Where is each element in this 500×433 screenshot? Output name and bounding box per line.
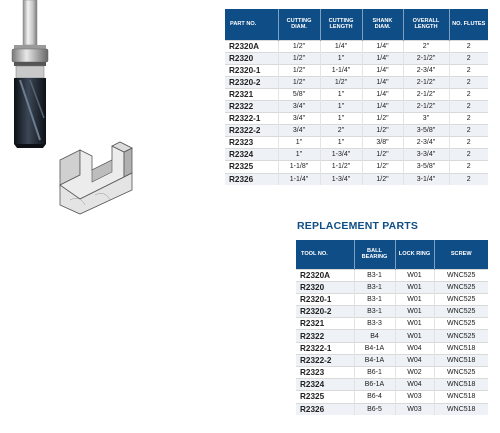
no-flutes-cell: 2 bbox=[449, 125, 488, 137]
header-shank-diam: SHANK DIAM. bbox=[362, 9, 403, 40]
ball-bearing-cell: B6-1 bbox=[354, 367, 395, 379]
replacement-parts-table bbox=[296, 240, 488, 415]
table-row bbox=[225, 64, 488, 76]
cutting-length-cell: 1" bbox=[320, 88, 362, 100]
table-row bbox=[225, 113, 488, 125]
header-no-flutes: NO. FLUTES bbox=[449, 9, 488, 40]
table-row bbox=[225, 52, 488, 64]
lock-ring-cell: W04 bbox=[395, 342, 434, 354]
shank-diam-cell: 1/2" bbox=[362, 113, 403, 125]
cutting-length-cell: 1" bbox=[320, 137, 362, 149]
lock-ring-cell: W01 bbox=[395, 293, 434, 305]
ball-bearing-cell: B6-1A bbox=[354, 379, 395, 391]
tool-no-cell: R2326 bbox=[296, 403, 354, 415]
table-row bbox=[225, 88, 488, 100]
lock-ring-cell: W01 bbox=[395, 281, 434, 293]
cutting-length-cell: 1-1/4" bbox=[320, 64, 362, 76]
shank-diam-cell: 1/4" bbox=[362, 100, 403, 112]
shank-diam-cell: 1/2" bbox=[362, 149, 403, 161]
header-lock-ring: LOCK RING bbox=[395, 240, 434, 269]
lock-ring-cell: W04 bbox=[395, 354, 434, 366]
ball-bearing-cell: B4 bbox=[354, 330, 395, 342]
cutting-diam-cell: 3/4" bbox=[278, 100, 320, 112]
overall-length-cell: 2-1/2" bbox=[403, 76, 449, 88]
no-flutes-cell: 2 bbox=[449, 149, 488, 161]
screw-cell: WNC525 bbox=[434, 293, 488, 305]
cutting-length-cell: 1-3/4" bbox=[320, 149, 362, 161]
screw-cell: WNC518 bbox=[434, 391, 488, 403]
table-row bbox=[296, 281, 488, 293]
router-bit-specs-table bbox=[225, 9, 488, 185]
no-flutes-cell: 2 bbox=[449, 100, 488, 112]
workpiece-dado-icon bbox=[60, 142, 132, 214]
table-row bbox=[296, 330, 488, 342]
overall-length-cell: 2" bbox=[403, 40, 449, 52]
shank-diam-cell: 1/2" bbox=[362, 161, 403, 173]
cutting-diam-cell: 1/2" bbox=[278, 52, 320, 64]
lock-ring-cell: W03 bbox=[395, 391, 434, 403]
ball-bearing-cell: B3-1 bbox=[354, 269, 395, 281]
overall-length-cell: 2-3/4" bbox=[403, 64, 449, 76]
screw-cell: WNC525 bbox=[434, 269, 488, 281]
no-flutes-cell: 2 bbox=[449, 64, 488, 76]
ball-bearing-cell: B4-1A bbox=[354, 342, 395, 354]
lock-ring-cell: W01 bbox=[395, 330, 434, 342]
shank-diam-cell: 1/2" bbox=[362, 125, 403, 137]
shank-diam-cell: 1/4" bbox=[362, 52, 403, 64]
cutting-length-cell: 1-3/4" bbox=[320, 173, 362, 185]
part-no-cell: R2320-2 bbox=[225, 76, 278, 88]
ball-bearing-cell: B3-1 bbox=[354, 281, 395, 293]
no-flutes-cell: 2 bbox=[449, 161, 488, 173]
overall-length-cell: 2-1/2" bbox=[403, 52, 449, 64]
table-row bbox=[296, 306, 488, 318]
lock-ring-cell: W03 bbox=[395, 403, 434, 415]
screw-cell: WNC525 bbox=[434, 318, 488, 330]
overall-length-cell: 3-1/4" bbox=[403, 173, 449, 185]
shank-diam-cell: 1/4" bbox=[362, 88, 403, 100]
header-cutting-diam: CUTTING DIAM. bbox=[278, 9, 320, 40]
table-row bbox=[296, 403, 488, 415]
lock-ring-cell: W04 bbox=[395, 379, 434, 391]
cutting-diam-cell: 1/2" bbox=[278, 40, 320, 52]
part-no-cell: R2323 bbox=[225, 137, 278, 149]
overall-length-cell: 3-5/8" bbox=[403, 161, 449, 173]
ball-bearing-cell: B4-1A bbox=[354, 354, 395, 366]
cutting-diam-cell: 3/4" bbox=[278, 113, 320, 125]
ball-bearing-cell: B3-3 bbox=[354, 318, 395, 330]
part-no-cell: R2320 bbox=[225, 52, 278, 64]
no-flutes-cell: 2 bbox=[449, 40, 488, 52]
no-flutes-cell: 2 bbox=[449, 137, 488, 149]
header-cutting-length: CUTTING LENGTH bbox=[320, 9, 362, 40]
overall-length-cell: 3-3/4" bbox=[403, 149, 449, 161]
tool-no-cell: R2322 bbox=[296, 330, 354, 342]
no-flutes-cell: 2 bbox=[449, 52, 488, 64]
overall-length-cell: 2-1/2" bbox=[403, 100, 449, 112]
ball-bearing-cell: B3-1 bbox=[354, 293, 395, 305]
no-flutes-cell: 2 bbox=[449, 113, 488, 125]
tool-no-cell: R2322-2 bbox=[296, 354, 354, 366]
tool-no-cell: R2320-1 bbox=[296, 293, 354, 305]
screw-cell: WNC525 bbox=[434, 281, 488, 293]
tool-no-cell: R2320 bbox=[296, 281, 354, 293]
overall-length-cell: 3-5/8" bbox=[403, 125, 449, 137]
tool-no-cell: R2325 bbox=[296, 391, 354, 403]
replacement-header-row bbox=[296, 240, 488, 269]
tool-no-cell: R2320-2 bbox=[296, 306, 354, 318]
header-part-no: PART NO. bbox=[225, 9, 278, 40]
part-no-cell: R2322-2 bbox=[225, 125, 278, 137]
header-screw: SCREW bbox=[434, 240, 488, 269]
tool-no-cell: R2320A bbox=[296, 269, 354, 281]
shank-icon bbox=[23, 0, 37, 45]
table-row bbox=[296, 342, 488, 354]
header-ball-bearing: BALL BEARING bbox=[354, 240, 395, 269]
cutting-diam-cell: 1-1/4" bbox=[278, 173, 320, 185]
cutting-diam-cell: 3/4" bbox=[278, 125, 320, 137]
overall-length-cell: 3" bbox=[403, 113, 449, 125]
cutting-length-cell: 1" bbox=[320, 113, 362, 125]
lock-ring-cell: W01 bbox=[395, 318, 434, 330]
cutting-length-cell: 1-1/2" bbox=[320, 161, 362, 173]
replacement-parts-title: REPLACEMENT PARTS bbox=[297, 220, 419, 232]
cutting-length-cell: 1" bbox=[320, 100, 362, 112]
cutting-length-cell: 1/4" bbox=[320, 40, 362, 52]
table-row bbox=[225, 173, 488, 185]
table-row bbox=[296, 391, 488, 403]
ball-bearing-icon bbox=[12, 45, 48, 78]
table-row bbox=[296, 293, 488, 305]
cutting-length-cell: 2" bbox=[320, 125, 362, 137]
tool-no-cell: R2321 bbox=[296, 318, 354, 330]
header-overall-length: OVERALL LENGTH bbox=[403, 9, 449, 40]
table-row bbox=[225, 76, 488, 88]
overall-length-cell: 2-1/2" bbox=[403, 88, 449, 100]
lock-ring-cell: W01 bbox=[395, 306, 434, 318]
shank-diam-cell: 3/8" bbox=[362, 137, 403, 149]
screw-cell: WNC525 bbox=[434, 367, 488, 379]
part-no-cell: R2324 bbox=[225, 149, 278, 161]
cutting-length-cell: 1" bbox=[320, 52, 362, 64]
table-row bbox=[225, 137, 488, 149]
ball-bearing-cell: B3-1 bbox=[354, 306, 395, 318]
cutting-diam-cell: 1-1/8" bbox=[278, 161, 320, 173]
ball-bearing-cell: B6-4 bbox=[354, 391, 395, 403]
screw-cell: WNC525 bbox=[434, 306, 488, 318]
screw-cell: WNC518 bbox=[434, 403, 488, 415]
part-no-cell: R2322-1 bbox=[225, 113, 278, 125]
lock-ring-cell: W02 bbox=[395, 367, 434, 379]
part-no-cell: R2320A bbox=[225, 40, 278, 52]
cutting-flute-icon bbox=[14, 78, 46, 148]
table-row bbox=[296, 354, 488, 366]
shank-diam-cell: 1/4" bbox=[362, 40, 403, 52]
table-row bbox=[296, 269, 488, 281]
lock-ring-cell: W01 bbox=[395, 269, 434, 281]
no-flutes-cell: 2 bbox=[449, 88, 488, 100]
tool-no-cell: R2322-1 bbox=[296, 342, 354, 354]
shank-diam-cell: 1/4" bbox=[362, 64, 403, 76]
table-row bbox=[225, 161, 488, 173]
cutting-diam-cell: 1/2" bbox=[278, 76, 320, 88]
screw-cell: WNC525 bbox=[434, 330, 488, 342]
no-flutes-cell: 2 bbox=[449, 76, 488, 88]
screw-cell: WNC518 bbox=[434, 342, 488, 354]
cutting-diam-cell: 1" bbox=[278, 137, 320, 149]
screw-cell: WNC518 bbox=[434, 354, 488, 366]
tool-no-cell: R2324 bbox=[296, 379, 354, 391]
shank-diam-cell: 1/4" bbox=[362, 76, 403, 88]
ball-bearing-cell: B6-5 bbox=[354, 403, 395, 415]
part-no-cell: R2321 bbox=[225, 88, 278, 100]
tool-no-cell: R2323 bbox=[296, 367, 354, 379]
cutting-length-cell: 1/2" bbox=[320, 76, 362, 88]
router-bit-illustration bbox=[0, 0, 220, 225]
table-row bbox=[296, 318, 488, 330]
table-row bbox=[296, 367, 488, 379]
screw-cell: WNC518 bbox=[434, 379, 488, 391]
overall-length-cell: 2-3/4" bbox=[403, 137, 449, 149]
table-row bbox=[225, 125, 488, 137]
part-no-cell: R2320-1 bbox=[225, 64, 278, 76]
table-row bbox=[225, 100, 488, 112]
cutting-diam-cell: 1" bbox=[278, 149, 320, 161]
table-row bbox=[296, 379, 488, 391]
header-tool-no: TOOL NO. bbox=[296, 240, 354, 269]
cutting-diam-cell: 1/2" bbox=[278, 64, 320, 76]
shank-diam-cell: 1/2" bbox=[362, 173, 403, 185]
part-no-cell: R2326 bbox=[225, 173, 278, 185]
table-row bbox=[225, 149, 488, 161]
table-row bbox=[225, 40, 488, 52]
specs-header-row bbox=[225, 9, 488, 40]
part-no-cell: R2322 bbox=[225, 100, 278, 112]
cutting-diam-cell: 5/8" bbox=[278, 88, 320, 100]
part-no-cell: R2325 bbox=[225, 161, 278, 173]
no-flutes-cell: 2 bbox=[449, 173, 488, 185]
